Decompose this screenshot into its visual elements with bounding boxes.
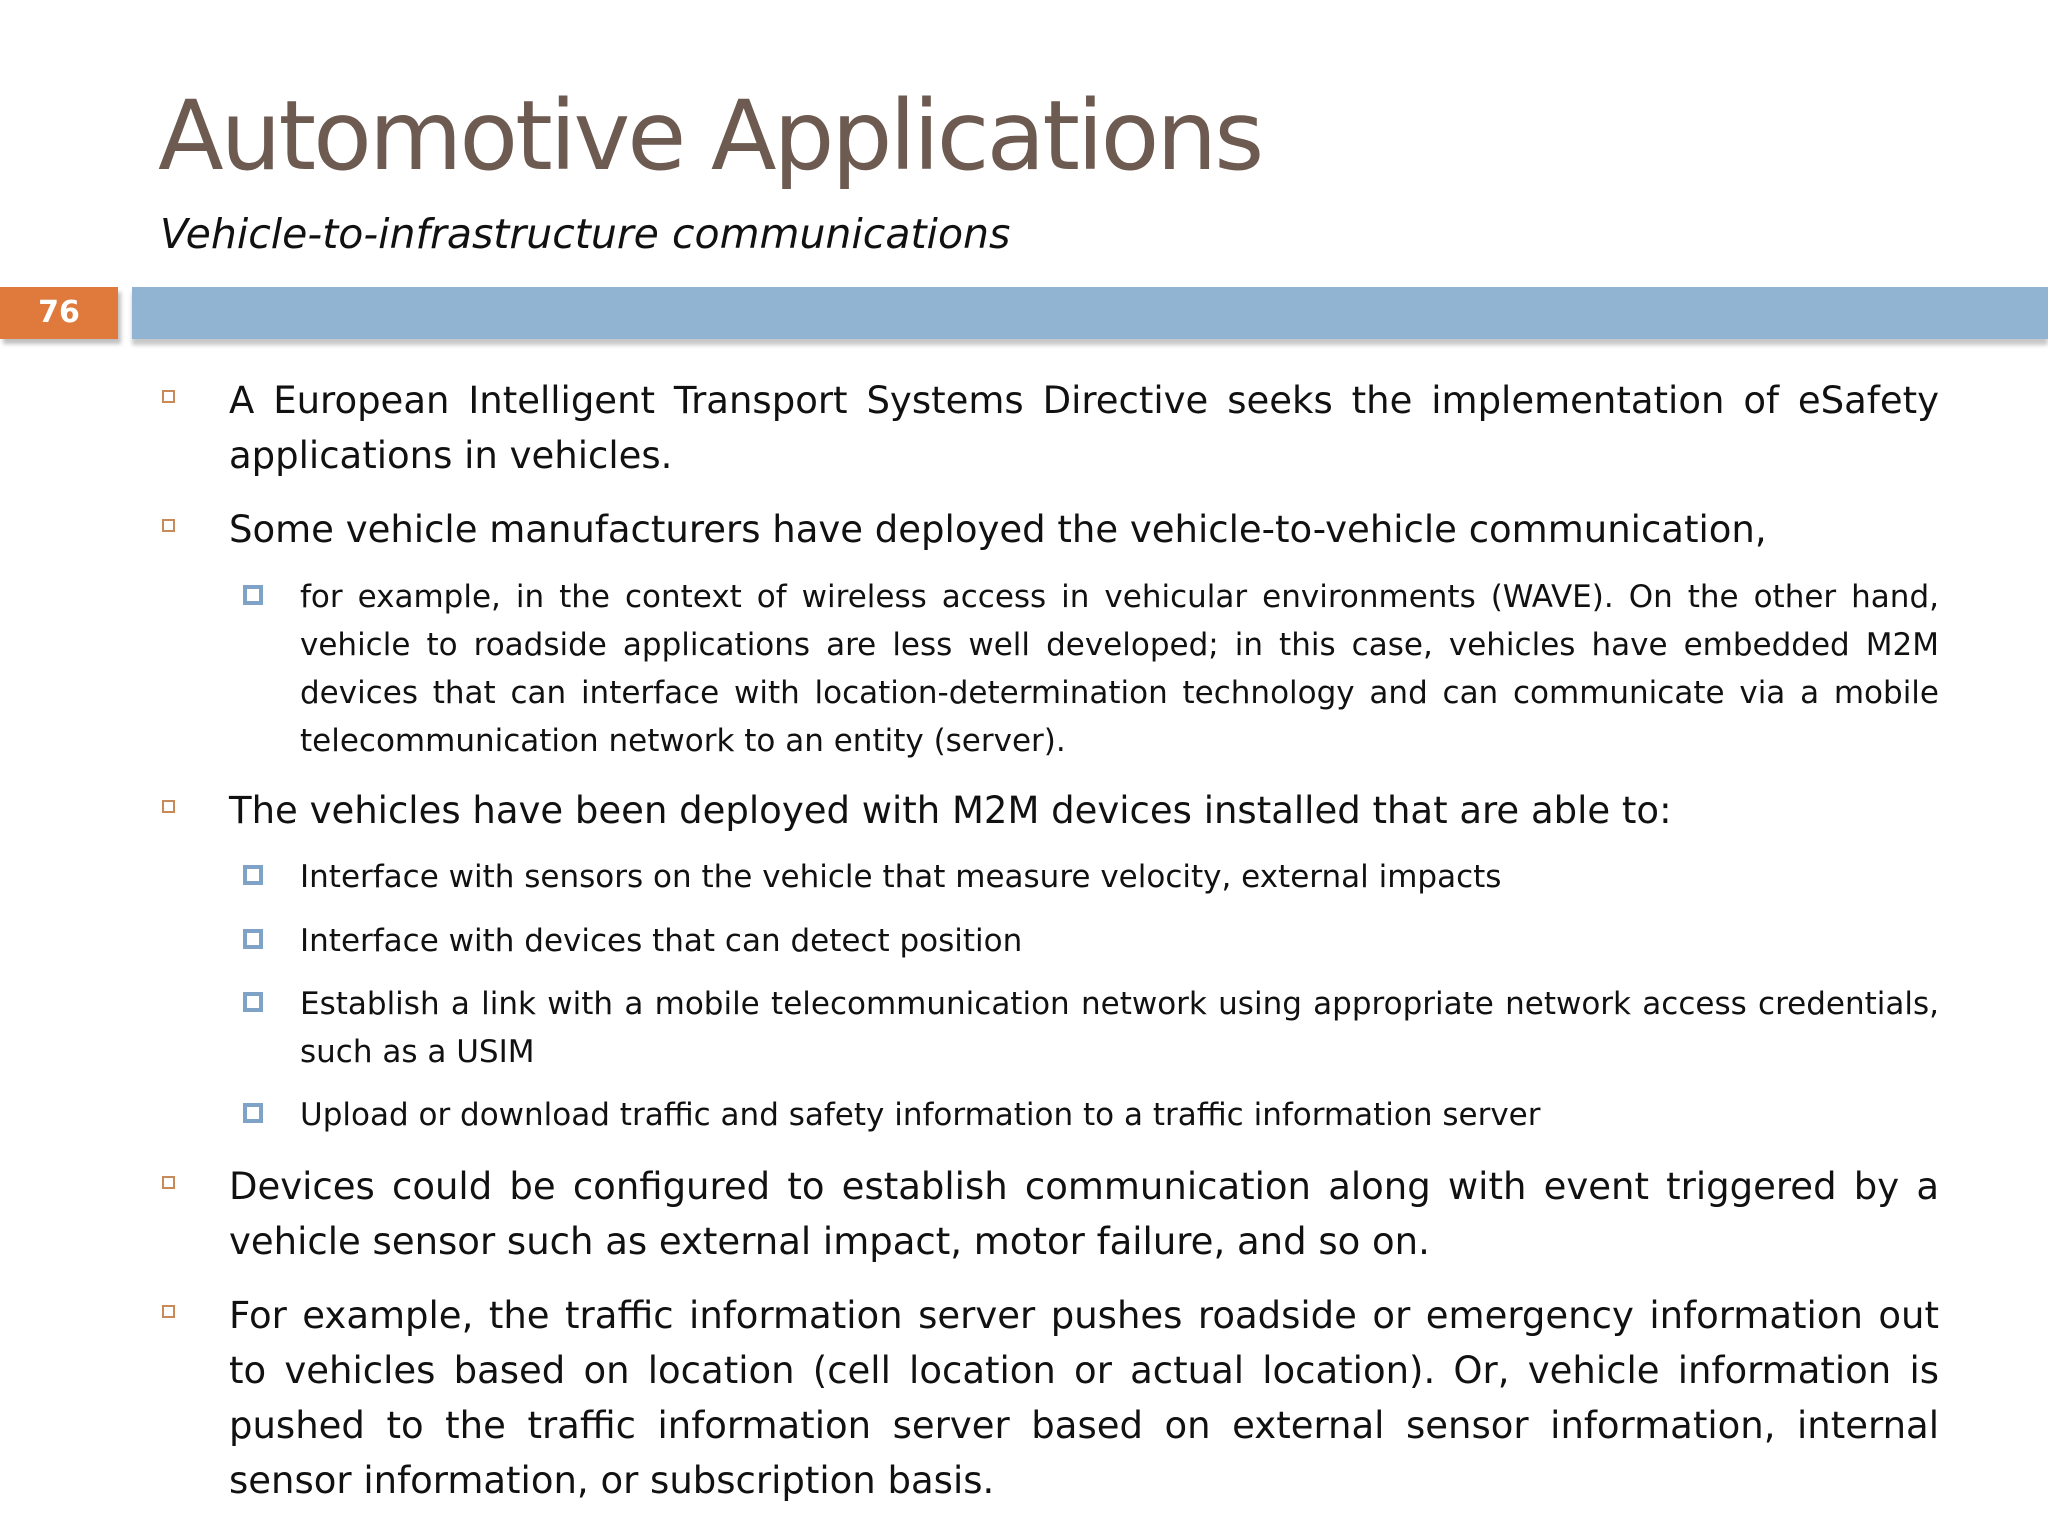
bullet-item: [229, 373, 1939, 483]
bullet-text: For example, the traffic information server pushes roadside or emergency information out to vehicles based on location (cell location or actual location). Or, vehicle information is pushed to the traffic information server based on external sensor information, internal sensor information, or subscription basis.: [229, 1294, 1939, 1502]
page-number-badge: 76: [0, 287, 118, 339]
square-sub-bullet-icon: [243, 585, 263, 605]
slide-title: Automotive Applications: [158, 80, 1262, 192]
sub-bullet-text: Upload or download traffic and safety information to a traffic information server: [300, 1097, 1541, 1133]
square-bullet-icon: [162, 1305, 175, 1318]
sub-bullet-item: [300, 853, 1939, 901]
bullet-text: Some vehicle manufacturers have deployed the vehicle-to-vehicle communication,: [229, 508, 1767, 551]
bullet-item: [229, 1288, 1939, 1508]
square-bullet-icon: [162, 519, 175, 532]
sub-bullet-text: Interface with devices that can detect position: [300, 923, 1023, 959]
bullet-item: [229, 502, 1939, 557]
sub-bullet-item: [300, 917, 1939, 965]
sub-bullet-text: Establish a link with a mobile telecommunication network using appropriate network access credentials, such as a USIM: [300, 986, 1939, 1070]
slide-subtitle: Vehicle-to-infrastructure communications: [160, 210, 1011, 258]
square-bullet-icon: [162, 800, 175, 813]
square-sub-bullet-icon: [243, 865, 263, 885]
square-sub-bullet-icon: [243, 992, 263, 1012]
header-divider-bar: [132, 287, 2048, 339]
bullet-item: [229, 1159, 1939, 1269]
bullet-text: Devices could be configured to establish communication along with event triggered by a vehicle sensor such as external impact, motor failure, and so on.: [229, 1165, 1939, 1263]
sub-bullet-item: [300, 980, 1939, 1076]
sub-bullet-text: for example, in the context of wireless access in vehicular environments (WAVE). On the other hand, vehicle to roadside applications are less well developed; in this case, vehicles have embedded M2M devices that can interface with location-determination technology and can communicate via a mobile telecommunication network to an entity (server).: [300, 579, 1939, 759]
bullet-text: A European Intelligent Transport Systems Directive seeks the implementation of eSafety applications in vehicles.: [229, 379, 1939, 477]
sub-bullet-text: Interface with sensors on the vehicle that measure velocity, external impacts: [300, 859, 1502, 895]
bullet-text: The vehicles have been deployed with M2M devices installed that are able to:: [229, 789, 1672, 832]
square-bullet-icon: [162, 390, 175, 403]
square-sub-bullet-icon: [243, 929, 263, 949]
bullet-item: [229, 783, 1939, 838]
square-bullet-icon: [162, 1176, 175, 1189]
sub-bullet-item: [300, 573, 1939, 765]
square-sub-bullet-icon: [243, 1103, 263, 1123]
sub-bullet-item: [300, 1091, 1939, 1139]
